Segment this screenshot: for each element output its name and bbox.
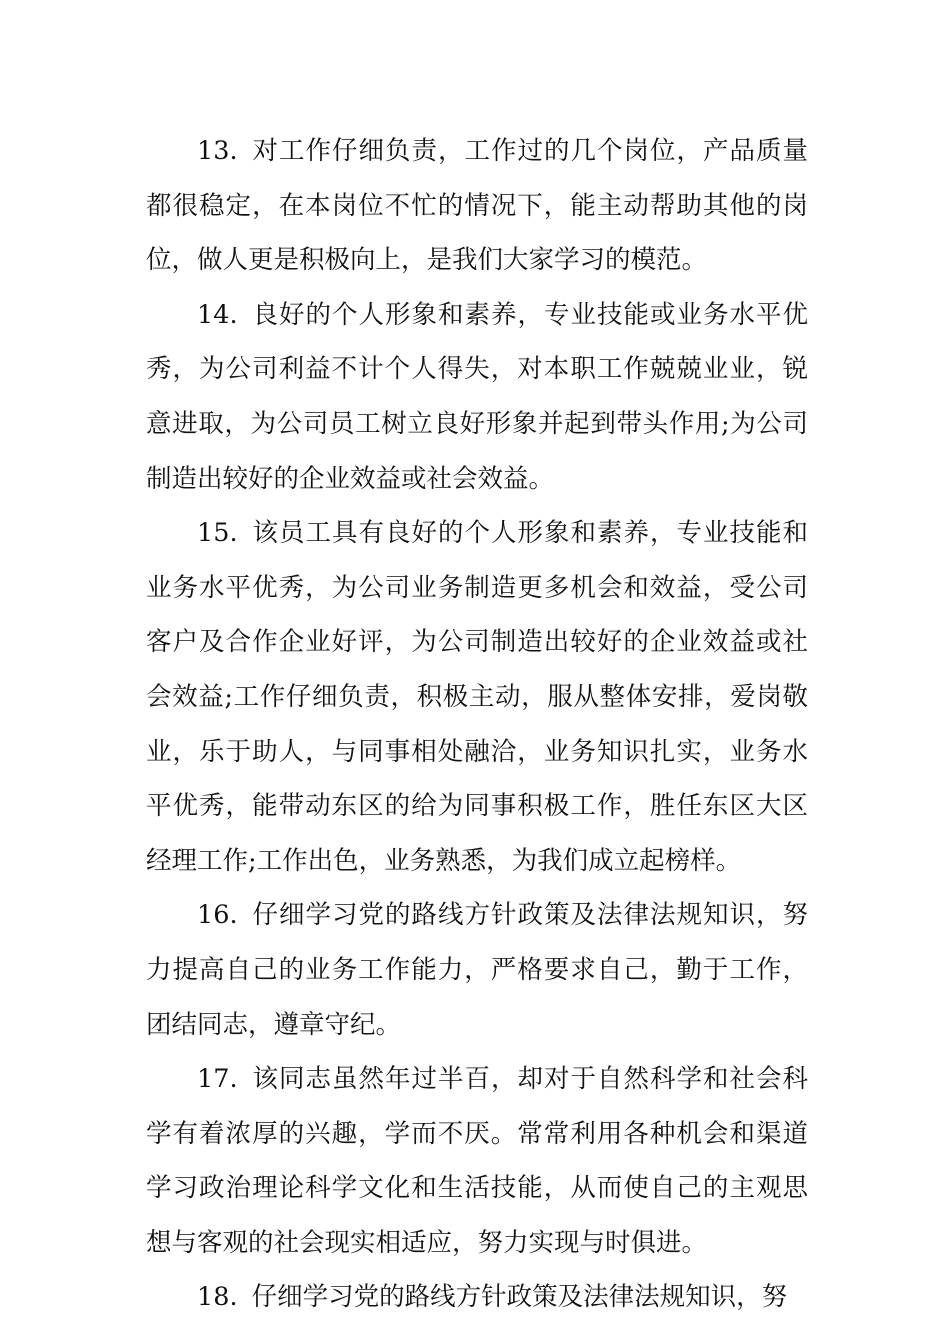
paragraph-text: 对工作仔细负责，工作过的几个岗位，产品质量都很稳定，在本岗位不忙的情况下，能主动帮助其他的岗位，做人更是积极向上，是我们大家学习的模范。	[146, 136, 808, 276]
paragraph-text: 该员工具有良好的个人形象和素养，专业技能和业务水平优秀，为公司业务制造更多机会和效益，受公司客户及合作企业好评，为公司制造出较好的企业效益或社会效益;工作仔细负责，积极主动，服从整体安排，爱岗敬业，乐于助人，与同事相处融洽，业务知识扎实，业务水平优秀，能带动东区的给为同事积极工作，胜任东区大区经理工作;工作出色，业务熟悉，为我们成立起榜样。	[146, 518, 808, 876]
paragraph-number: 13.	[197, 136, 238, 166]
paragraph-text: 良好的个人形象和素养，专业技能或业务水平优秀，为公司利益不计个人得失，对本职工作兢兢业业，锐意进取，为公司员工树立良好形象并起到带头作用;为公司制造出较好的企业效益或社会效益。	[146, 299, 808, 494]
paragraph-text: 仔细学习党的路线方针政策及法律法规知识，努力提高自己的业务工作能力，严格要求自己，勤于工作，团结同志，遵章守纪。	[146, 900, 808, 1040]
paragraph-number: 14.	[197, 299, 238, 330]
paragraph-13	[146, 124, 808, 288]
paragraph-18	[146, 1270, 808, 1325]
paragraph-number: 18.	[197, 1282, 238, 1313]
paragraph-14	[146, 288, 808, 506]
paragraph-number: 17.	[197, 1064, 238, 1095]
paragraph-17	[146, 1052, 808, 1270]
paragraph-text: 仔细学习党的路线方针政策及法律法规知识，努	[251, 1282, 788, 1313]
paragraph-15	[146, 506, 808, 888]
paragraph-text: 该同志虽然年过半百，却对于自然科学和社会科学有着浓厚的兴趣，学而不厌。常常利用各种机会和渠道学习政治理论科学文化和生活技能，从而使自己的主观思想与客观的社会现实相适应，努力实现与时俱进。	[146, 1064, 808, 1258]
document-body	[146, 124, 808, 1325]
paragraph-16	[146, 888, 808, 1052]
paragraph-number: 16.	[197, 900, 238, 931]
paragraph-number: 15.	[197, 518, 238, 549]
